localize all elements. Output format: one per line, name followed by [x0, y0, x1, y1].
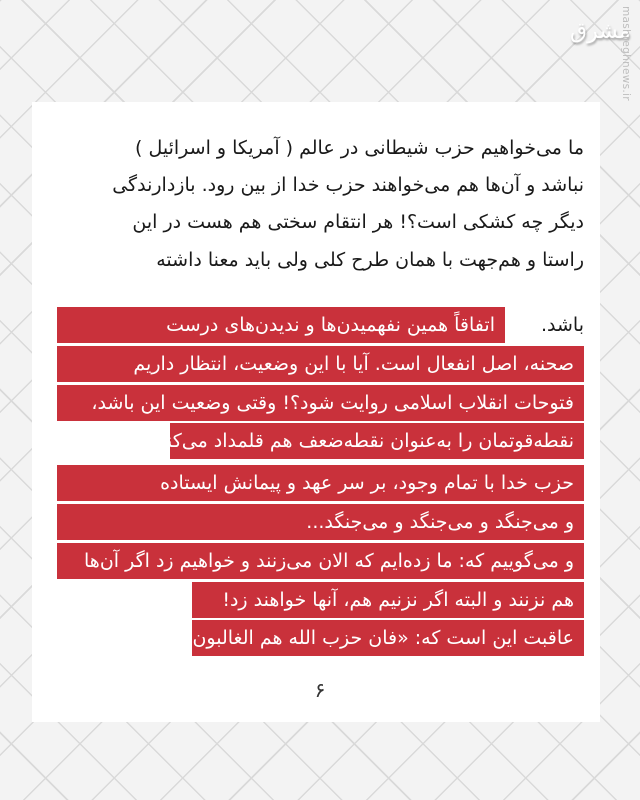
highlight-line: هم نزنند و البته اگر نزنیم هم، آنها خواهند زد! — [192, 582, 584, 618]
highlight-line: صحنه، اصل انفعال است. آیا با این وضعیت، انتظار داریم — [57, 346, 584, 382]
site-watermark: mashreghnews.ir — [620, 6, 632, 101]
highlight-line: حزب خدا با تمام وجود، بر سر عهد و پیمانش ایستاده — [57, 465, 584, 501]
text-line: دیگر چه کشکی است؟! هر انتقام سختی هم هست در این — [132, 211, 584, 233]
highlight-line: و می‌گوییم که: ما زده‌ایم که الان می‌زنند و خواهیم زد اگر آن‌ها — [57, 543, 584, 579]
highlight-line: اتفاقاً همین نفهمیدن‌ها و ندیدن‌های درست — [57, 307, 505, 343]
text-line: باشد. — [540, 314, 584, 336]
highlight-line: عاقبت این است که: «فان حزب الله هم الغالبون» — [192, 620, 584, 656]
text-line: نباشد و آن‌ها هم می‌خواهند حزب خدا از بین رود. بازدارندگی — [112, 174, 584, 196]
text-line: راستا و هم‌جهت با همان طرح کلی ولی باید معنا داشته — [156, 249, 584, 271]
content-card — [32, 102, 600, 722]
highlight-line: نقطه‌قوتمان را به‌عنوان نقطه‌ضعف هم قلمداد می‌کنیم. — [170, 423, 584, 459]
highlight-line: فتوحات انقلاب اسلامی روایت شود؟! وقتی وضعیت این باشد، — [57, 385, 584, 421]
highlight-line: و می‌جنگد و می‌جنگد و می‌جنگد... — [57, 504, 584, 540]
mashregh-logo: مشرق — [570, 19, 631, 44]
text-line: ما می‌خواهیم حزب شیطانی در عالم ( آمریکا و اسرائیل ) — [135, 137, 584, 159]
page-number: ۶ — [314, 678, 326, 702]
